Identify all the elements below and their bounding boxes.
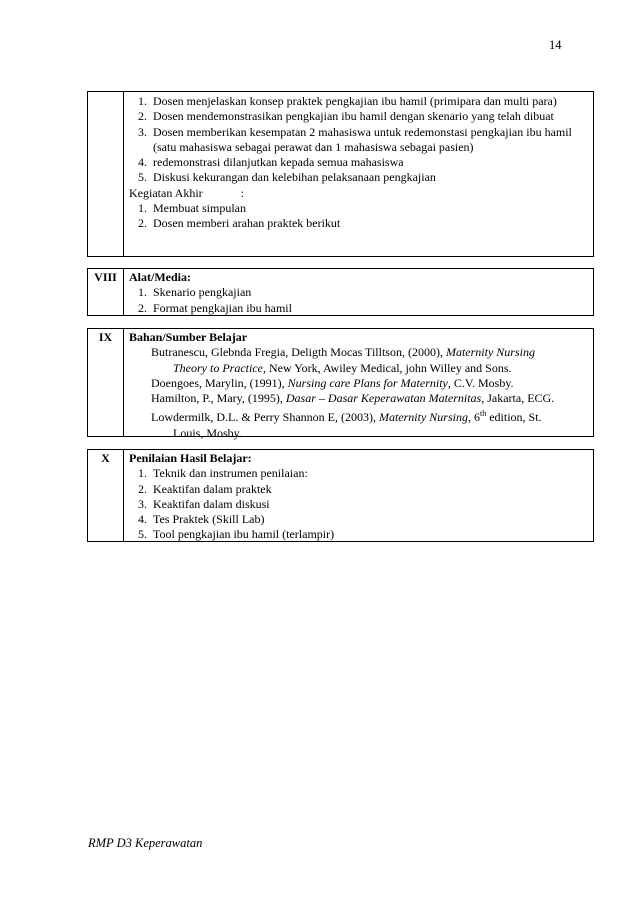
colon: : <box>240 185 244 200</box>
reference-title: Maternity Nursing <box>445 345 535 360</box>
list-item <box>129 285 589 300</box>
list-item <box>129 170 589 185</box>
list-item <box>129 482 589 497</box>
reference-text: Doengoes, Marylin, (1991), <box>151 375 288 390</box>
activity-steps <box>129 94 589 186</box>
reference-title: Theory to Practice <box>173 360 263 375</box>
superscript: th <box>479 409 487 419</box>
list-text: Tes Praktek (Skill Lab) <box>153 512 265 527</box>
list-text: Dosen menjelaskan konsep praktek pengkajian ibu hamil (primipara dan multi para) <box>153 94 557 108</box>
reference-text: , C.V. Mosby. <box>447 375 514 390</box>
reference-text: , New York, Awiley Medical, john Willey and Sons. <box>262 360 512 375</box>
assessment-list <box>129 466 589 542</box>
reference-text: Butranescu, Glebnda Fregia, Deligth Mocas Tilltson, (2000), <box>151 345 446 360</box>
list-item <box>129 94 589 109</box>
section-number: X <box>88 450 124 541</box>
closing-activity-heading <box>129 186 589 201</box>
list-text: Dosen mendemonstrasikan pengkajian ibu hamil dengan skenario yang telah dibuat <box>153 109 554 124</box>
reference-entry <box>129 345 589 376</box>
list-number: 1. <box>138 285 147 300</box>
section-number: IX <box>88 329 124 436</box>
list-text: Teknik dan instrumen penilaian: <box>153 466 308 481</box>
list-number: 2. <box>138 216 147 231</box>
reference-title: Dasar – Dasar Keperawatan Maternitas <box>285 391 482 406</box>
section-assessment-table <box>87 449 594 542</box>
list-item <box>129 466 589 481</box>
list-number: 2. <box>138 300 147 315</box>
closing-activity-label: Kegiatan Akhir <box>129 185 203 200</box>
section-content <box>124 269 593 315</box>
list-text: Keaktifan dalam diskusi <box>153 496 270 511</box>
list-text: Tool pengkajian ibu hamil (terlampir) <box>153 527 335 542</box>
list-text: Skenario pengkajian <box>153 285 252 300</box>
list-item <box>129 201 589 216</box>
section-media-table <box>87 268 594 316</box>
list-number: 5. <box>138 527 147 542</box>
list-item <box>129 125 589 156</box>
list-item <box>129 301 589 316</box>
list-text: Keaktifan dalam praktek <box>153 481 272 496</box>
section-title: Penilaian Hasil Belajar: <box>129 451 252 465</box>
list-text: redemonstrasi dilanjutkan kepada semua mahasiswa <box>153 155 404 170</box>
section-number <box>88 92 124 256</box>
list-number: 4. <box>138 512 147 527</box>
list-number: 2. <box>138 481 147 496</box>
reference-entry <box>129 376 589 391</box>
section-title: Alat/Media: <box>129 270 191 284</box>
list-number: 5. <box>138 170 147 185</box>
section-activities-table <box>87 91 594 257</box>
reference-text: , Jakarta, ECG. <box>481 391 555 406</box>
reference-title: Maternity Nursing <box>378 410 468 425</box>
footer-document-name: RMP D3 Keperawatan <box>88 836 203 850</box>
list-item <box>129 109 589 124</box>
list-text: Dosen memberikan kesempatan 2 mahasiswa untuk redemonstasi pengkajian ibu hamil (satu mahasiswa sebagai perawat dan 1 mahasiswa sebagai pasien) <box>153 124 572 154</box>
section-content <box>124 329 593 440</box>
section-content <box>124 450 593 541</box>
reference-text: Louis, Mosby. <box>173 425 242 440</box>
list-item <box>129 155 589 170</box>
reference-title: Nursing care Plans for Maternity <box>287 375 448 390</box>
section-title: Bahan/Sumber Belajar <box>129 330 248 344</box>
list-text: Membuat simpulan <box>153 201 246 216</box>
list-number: 1. <box>138 94 147 108</box>
list-item <box>129 497 589 512</box>
reference-text: , 6 <box>467 410 480 425</box>
list-text: Diskusi kekurangan dan kelebihan pelaksanaan pengkajian <box>153 170 436 185</box>
reference-entry <box>129 406 589 441</box>
list-number: 4. <box>138 155 147 170</box>
media-list <box>129 285 589 316</box>
list-item <box>129 216 589 231</box>
list-number: 2. <box>138 109 147 124</box>
list-number: 3. <box>138 496 147 511</box>
closing-steps <box>129 201 589 232</box>
section-sources-table <box>87 328 594 440</box>
reference-text: edition, St. <box>486 410 542 425</box>
list-text: Dosen memberi arahan praktek berikut <box>153 216 341 231</box>
list-number: 1. <box>138 201 147 216</box>
section-number: VIII <box>88 269 124 315</box>
list-number: 3. <box>138 124 147 139</box>
page-number: 14 <box>549 38 562 52</box>
reference-text: Lowdermilk, D.L. & Perry Shannon E, (2003), <box>151 410 379 425</box>
list-item <box>129 512 589 527</box>
list-item <box>129 527 589 542</box>
section-content <box>124 92 593 256</box>
reference-entry <box>129 391 589 406</box>
reference-text: Hamilton, P., Mary, (1995), <box>151 391 286 406</box>
list-number: 1. <box>138 466 147 481</box>
list-text: Format pengkajian ibu hamil <box>153 300 292 315</box>
